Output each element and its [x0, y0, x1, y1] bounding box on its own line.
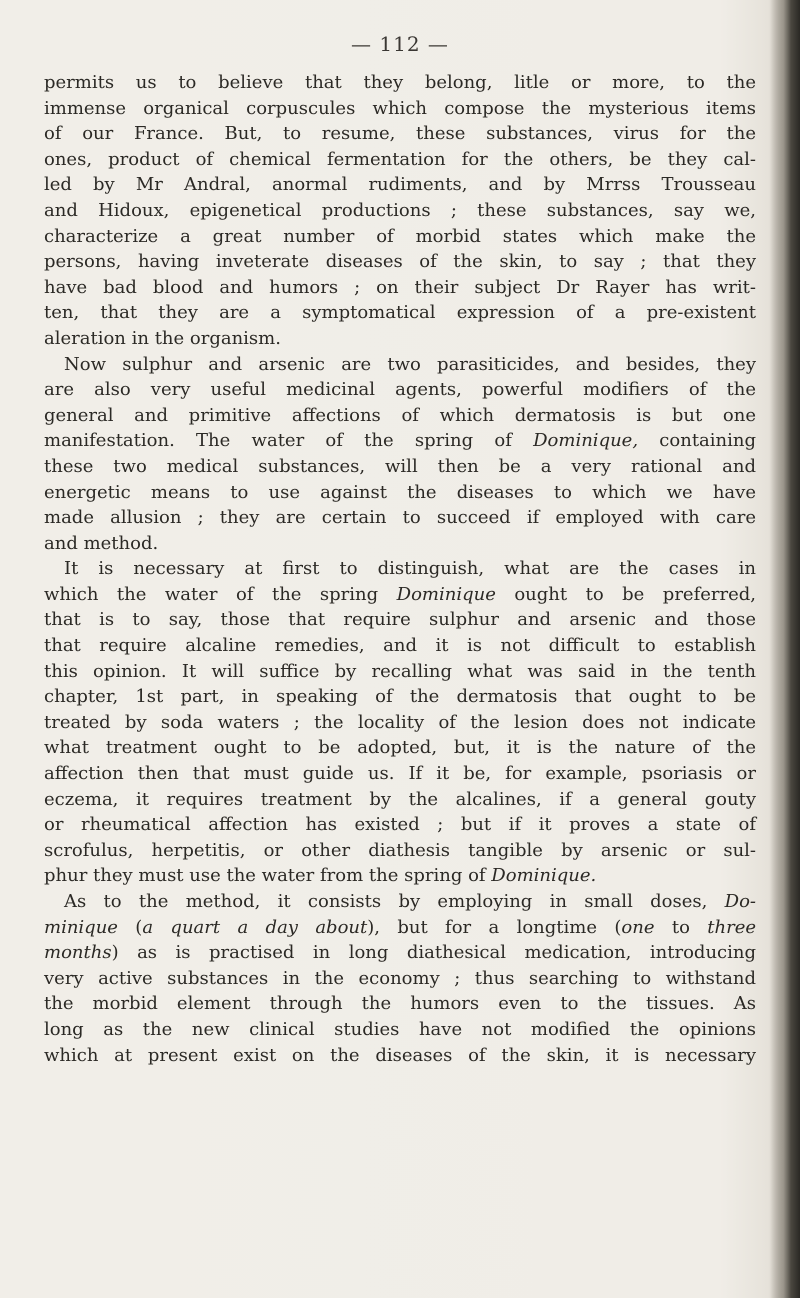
- italic-text: a quart a day about: [142, 916, 368, 938]
- text-segment: ), but for a longtime (: [367, 916, 622, 938]
- text-line: [44, 147, 756, 173]
- text-line: [44, 505, 756, 531]
- text-line: [44, 352, 756, 378]
- text-segment: scrofulus, herpetitis, or other diathesis tangible by arsenic or sul-: [44, 839, 756, 861]
- text-segment: chapter, 1st part, in speaking of the dermatosis that ought to be: [44, 686, 756, 708]
- text-segment: or rheumatical affection has existed ; but if it proves a state of: [44, 814, 756, 836]
- text-line: [44, 1017, 756, 1043]
- text-line: [44, 940, 756, 966]
- text-line: [44, 915, 756, 941]
- text-line: [44, 659, 756, 685]
- text-segment: ten, that they are a symptomatical expression of a pre-existent: [44, 302, 756, 324]
- italic-text: three: [707, 916, 757, 938]
- text-segment: general and primitive affections of which dermatosis is but one: [44, 404, 756, 426]
- text-segment: It is necessary at first to distinguish, what are the cases in: [64, 558, 756, 580]
- text-line: [44, 582, 756, 608]
- italic-text: Dominique.: [491, 865, 597, 887]
- text-line: [44, 70, 756, 96]
- text-line: [44, 326, 756, 352]
- text-segment: ought to be preferred,: [495, 583, 756, 605]
- text-line: [44, 224, 756, 250]
- text-segment: aleration in the organism.: [44, 327, 281, 349]
- text-segment: manifestation. The water of the spring of: [44, 430, 534, 452]
- text-line: [44, 454, 756, 480]
- italic-text: Dominique,: [533, 430, 639, 452]
- text-line: [44, 889, 756, 915]
- text-segment: As to the method, it consists by employing in small doses,: [64, 891, 725, 912]
- text-line: [44, 403, 756, 429]
- text-segment: led by Mr Andral, anormal rudiments, and by Mrrss Trousseau: [44, 174, 756, 196]
- text-segment: which the water of the spring: [44, 583, 397, 605]
- text-segment: that require alcaline remedies, and it is not difficult to establish: [44, 635, 756, 657]
- text-segment: characterize a great number of morbid states which make the: [44, 225, 756, 247]
- text-segment: (: [117, 916, 143, 938]
- text-line: [44, 991, 756, 1017]
- text-segment: permits us to believe that they belong, litle or more, to the: [44, 72, 756, 93]
- text-line: [44, 966, 756, 992]
- text-segment: ) as is practised in long diathesical medication, introducing: [111, 942, 756, 964]
- text-segment: and method.: [44, 532, 159, 554]
- book-spine-shadow: [770, 0, 800, 1298]
- text-line: [44, 556, 756, 582]
- text-segment: long as the new clinical studies have not modified the opinions: [44, 1018, 756, 1040]
- text-line: [44, 863, 756, 889]
- text-segment: of our France. But, to resume, these substances, virus for the: [44, 123, 756, 145]
- text-line: [44, 121, 756, 147]
- text-line: [44, 428, 756, 454]
- text-segment: persons, having inveterate diseases of the skin, to say ; that they: [44, 251, 756, 273]
- italic-text: one: [621, 916, 655, 938]
- text-segment: eczema, it requires treatment by the alcalines, if a general gouty: [44, 788, 756, 810]
- text-segment: the morbid element through the humors even to the tissues. As: [44, 993, 756, 1015]
- text-segment: energetic means to use against the diseases to which we have: [44, 481, 756, 503]
- text-segment: are also very useful medicinal agents, powerful modifiers of the: [44, 379, 756, 401]
- text-segment: affection then that must guide us. If it be, for example, psoriasis or: [44, 763, 756, 785]
- text-line: [44, 172, 756, 198]
- italic-text: months: [44, 942, 112, 964]
- text-segment: this opinion. It will suffice by recalling what was said in the tenth: [44, 660, 756, 682]
- text-segment: and Hidoux, epigenetical productions ; these substances, say we,: [44, 199, 756, 221]
- italic-text: minique: [44, 916, 118, 938]
- text-segment: made allusion ; they are certain to succeed if employed with care: [44, 507, 756, 529]
- text-segment: ones, product of chemical fermentation for the others, be they cal-: [44, 148, 756, 170]
- text-segment: phur they must use the water from the spring of: [44, 865, 492, 887]
- page-number: — 112 —: [351, 32, 449, 56]
- text-segment: treated by soda waters ; the locality of the lesion does not indicate: [44, 711, 756, 733]
- text-line: [44, 1043, 756, 1069]
- text-line: [44, 275, 756, 301]
- text-segment: Now sulphur and arsenic are two parasiticides, and besides, they: [64, 353, 756, 375]
- text-line: [44, 198, 756, 224]
- text-segment: that is to say, those that require sulphur and arsenic and those: [44, 609, 756, 631]
- text-line: [44, 761, 756, 787]
- text-segment: to: [654, 916, 708, 938]
- text-line: [44, 838, 756, 864]
- text-line: [44, 531, 756, 557]
- text-segment: what treatment ought to be adopted, but, it is the nature of the: [44, 737, 756, 759]
- text-line: [44, 249, 756, 275]
- text-line: [44, 710, 756, 736]
- text-line: [44, 480, 756, 506]
- body-text: [44, 70, 756, 1068]
- text-line: [44, 607, 756, 633]
- text-segment: which at present exist on the diseases of the skin, it is necessary: [44, 1044, 756, 1066]
- text-line: [44, 377, 756, 403]
- text-line: [44, 300, 756, 326]
- text-line: [44, 633, 756, 659]
- text-line: [44, 684, 756, 710]
- text-line: [44, 735, 756, 761]
- text-line: [44, 96, 756, 122]
- text-segment: immense organical corpuscules which compose the mysterious items: [44, 97, 756, 119]
- text-segment: very active substances in the economy ; thus searching to withstand: [44, 967, 756, 989]
- italic-text: Dominique: [396, 583, 496, 605]
- italic-text: Do-: [724, 891, 756, 912]
- text-segment: have bad blood and humors ; on their subject Dr Rayer has writ-: [44, 276, 756, 298]
- text-segment: containing: [638, 430, 757, 452]
- text-line: [44, 812, 756, 838]
- text-line: [44, 787, 756, 813]
- text-segment: these two medical substances, will then be a very rational and: [44, 455, 756, 477]
